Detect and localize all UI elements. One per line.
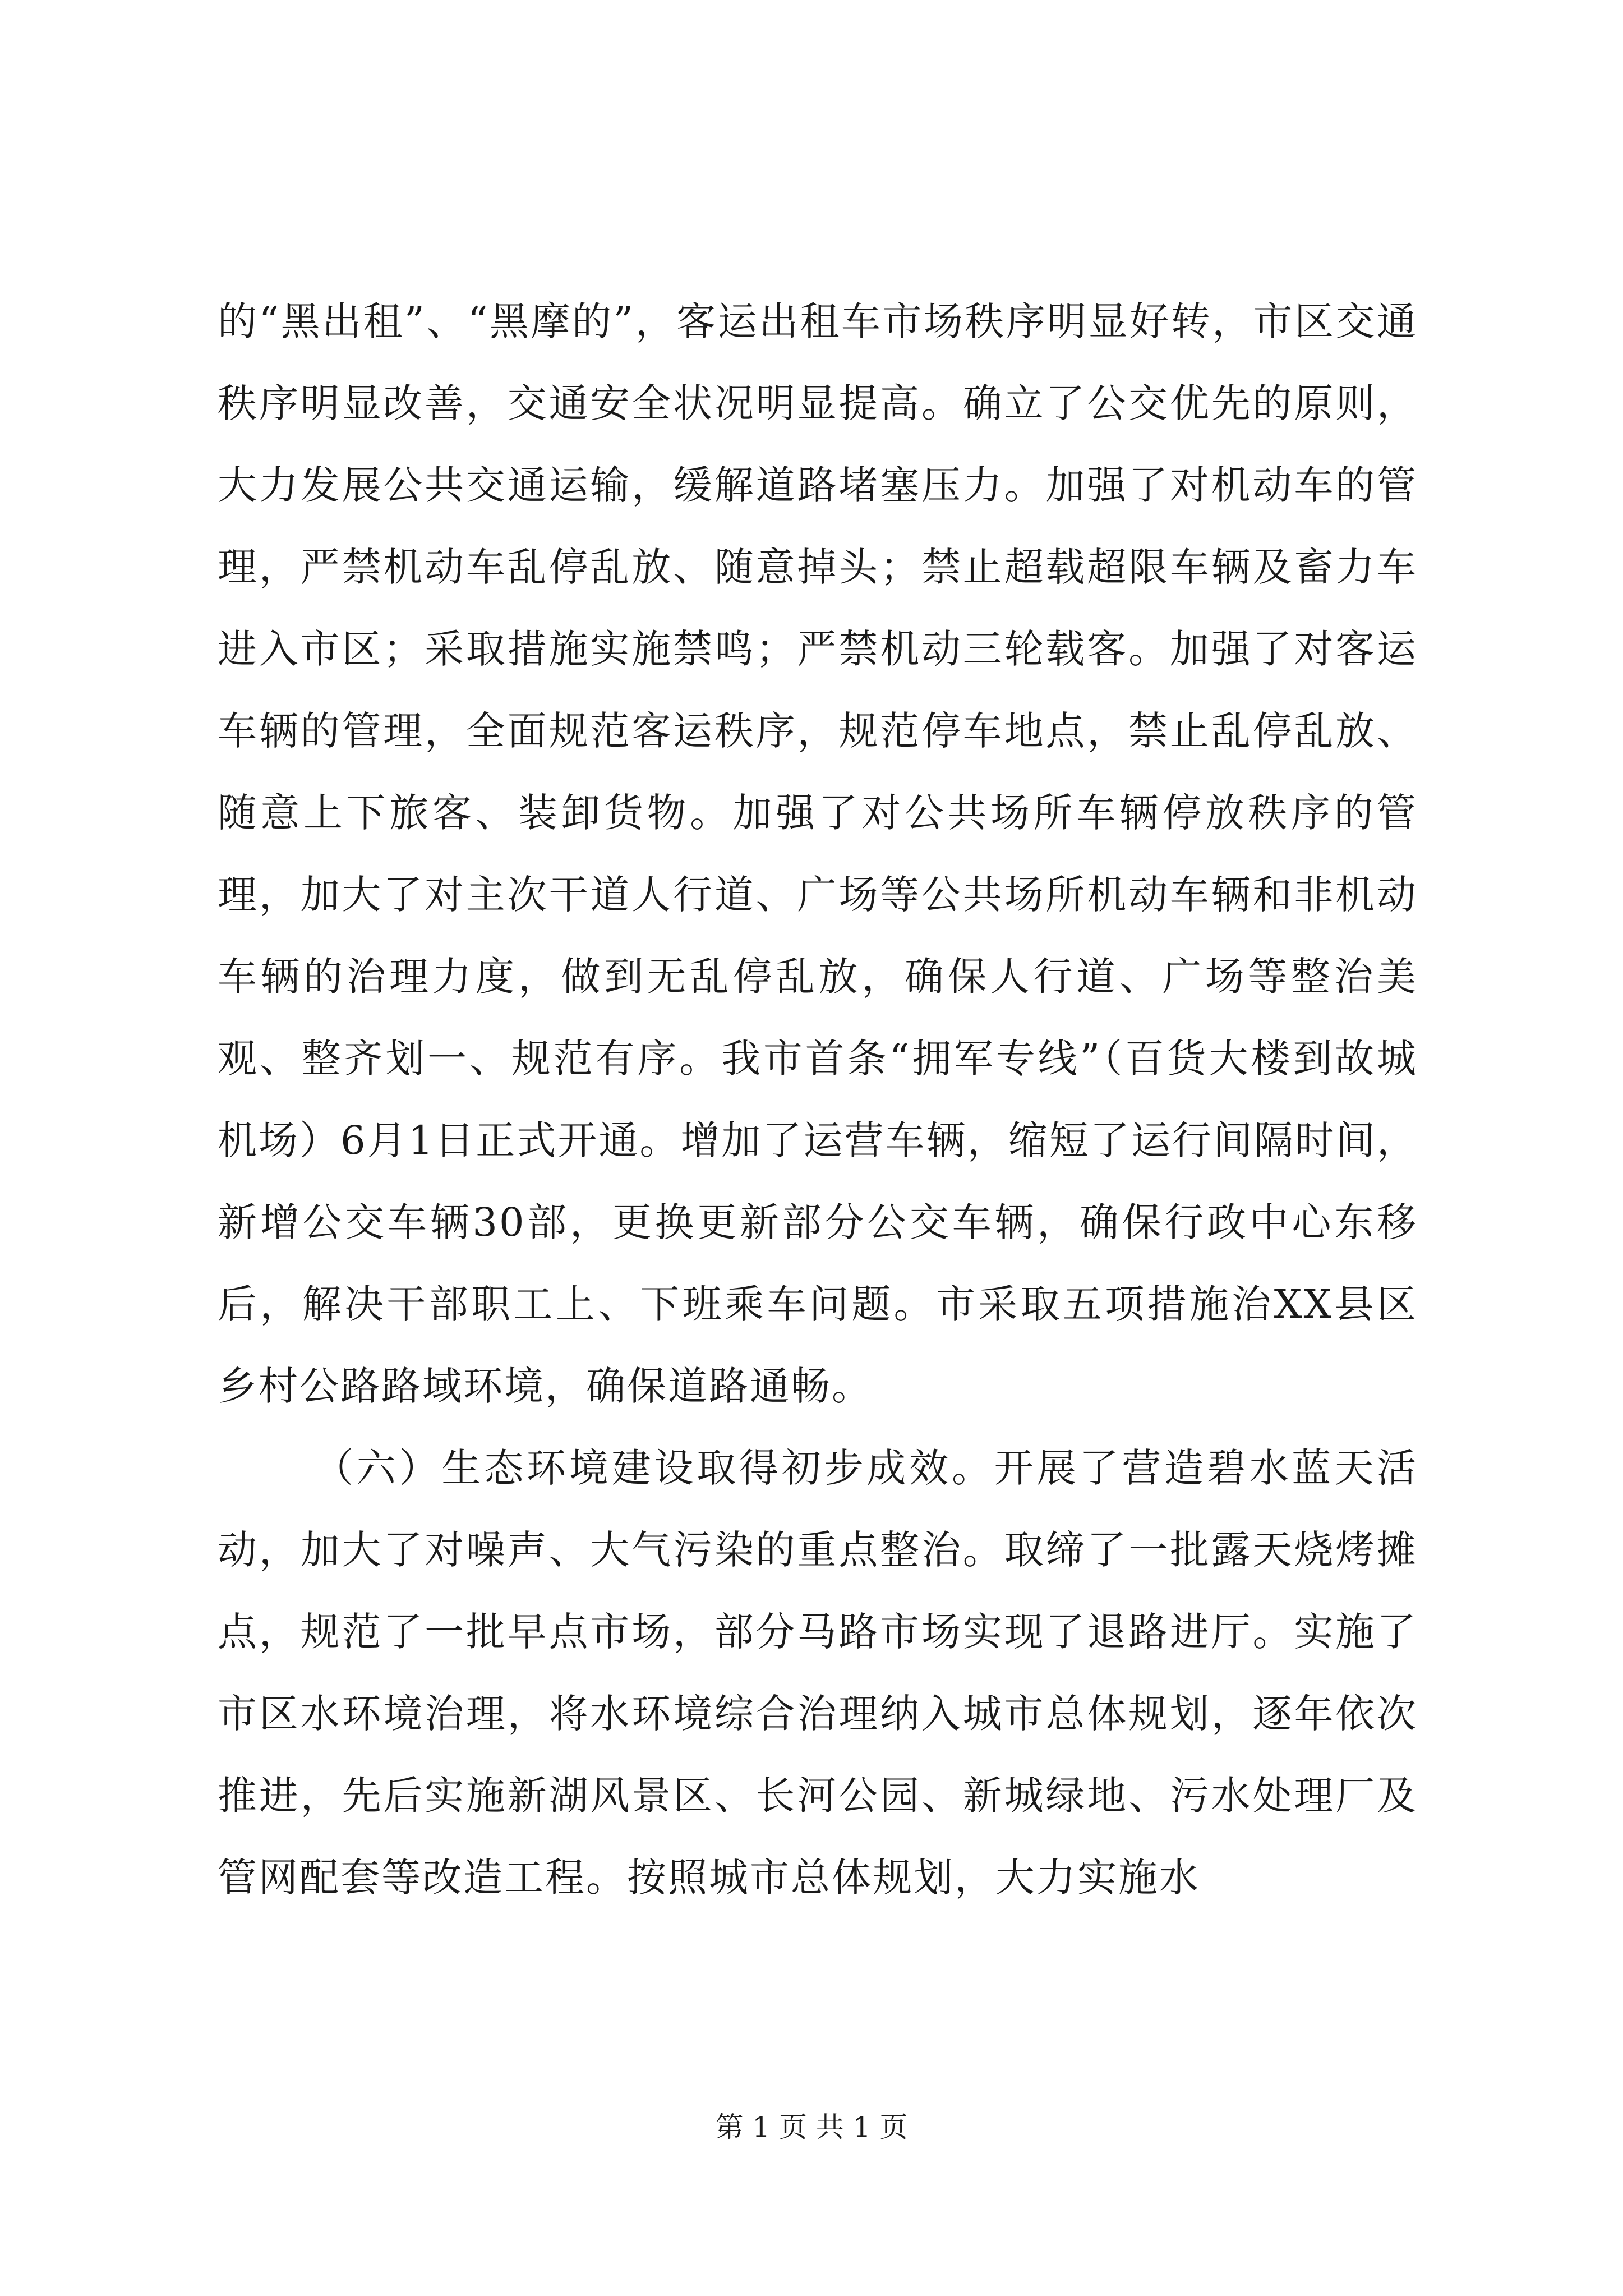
page-number-footer: 第 1 页 共 1 页 [715,2111,908,2143]
paragraph-ecology: （六）生态环境建设取得初步成效。开展了营造碧水蓝天活动，加大了对噪声、大气污染的重点整治。取缔了一批露天烧烤摊点，规范了一批早点市场，部分马路市场实现了退路进厅。实施了市区水环境治理，将水环境综合治理纳入城市总体规划，逐年依次推进，先后实施新湖风景区、长河公园、新城绿地、污水处理厂及管网配套等改造工程。按照城市总体规划，大力实施水 [218,1445,1418,1901]
body-text [218,280,1418,1918]
paragraph-traffic-order: 的“黑出租”、“黑摩的”，客运出租车市场秩序明显好转，市区交通秩序明显改善，交通安全状况明显提高。确立了公交优先的原则，大力发展公共交通运输，缓解道路堵塞压力。加强了对机动车的管理，严禁机动车乱停乱放、随意掉头；禁止超载超限车辆及畜力车进入市区；采取措施实施禁鸣；严禁机动三轮载客。加强了对客运车辆的管理，全面规范客运秩序，规范停车地点，禁止乱停乱放、随意上下旅客、装卸货物。加强了对公共场所车辆停放秩序的管理，加大了对主次干道人行道、广场等公共场所机动车辆和非机动车辆的治理力度，做到无乱停乱放，确保人行道、广场等整治美观、整齐划一、规范有序。我市首条“拥军专线”（百货大楼到故城机场）6月1日正式开通。增加了运营车辆，缩短了运行间隔时间，新增公交车辆30部，更换更新部分公交车辆，确保行政中心东移后，解决干部职工上、下班乘车问题。市采取五项措施治XX县区乡村公路路域环境，确保道路通畅。 [218,298,1418,1409]
